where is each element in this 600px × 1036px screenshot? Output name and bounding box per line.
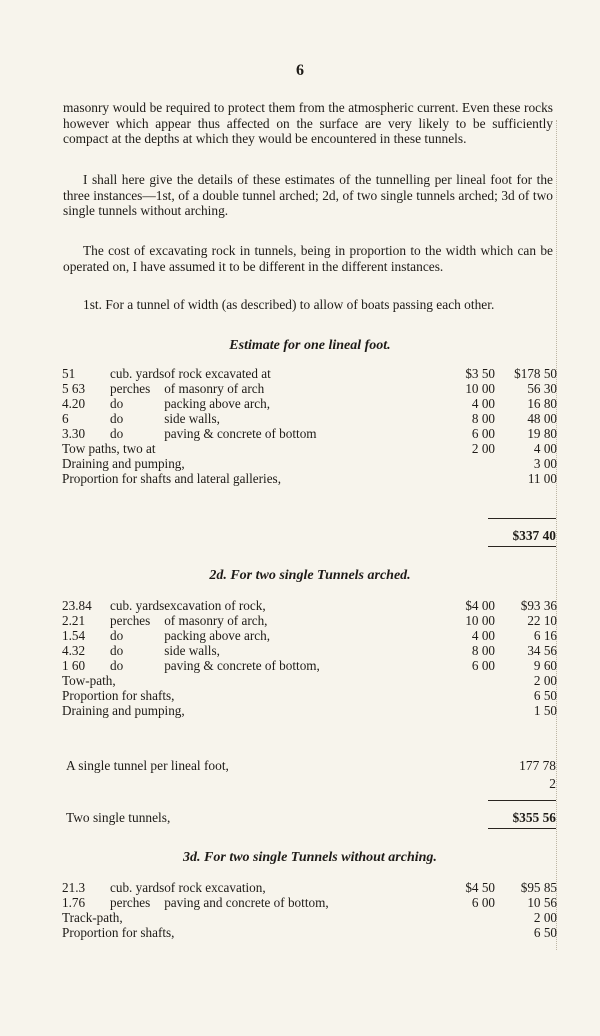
row-quantity: 4.32 <box>62 643 86 658</box>
row-description: packing above arch, <box>164 396 271 411</box>
row-description: Proportion for shafts, <box>62 688 175 703</box>
row-rate: 8 00 <box>471 411 495 426</box>
row-amount: $178 50 <box>514 366 557 381</box>
row-rate: $4 00 <box>465 598 495 613</box>
row-rate: 10 00 <box>465 613 495 628</box>
table-row <box>62 910 557 925</box>
table-row <box>62 658 557 673</box>
row-description: Proportion for shafts, <box>62 925 175 940</box>
row-rate <box>444 910 495 925</box>
table-row <box>62 456 557 471</box>
row-rate: 2 00 <box>471 441 495 456</box>
table-row <box>62 895 557 910</box>
row-amount: 3 00 <box>533 456 557 471</box>
row-quantity: 2.21 <box>62 613 86 628</box>
row-description: side walls, <box>164 411 220 426</box>
row-amount: 2 00 <box>533 910 557 925</box>
row-rate <box>442 703 495 718</box>
row-amount: 16 80 <box>527 396 557 411</box>
table-row <box>62 880 557 895</box>
section2-total-rule <box>488 800 556 801</box>
row-quantity: 1.54 <box>62 628 86 643</box>
row-quantity: 3.30 <box>62 426 86 441</box>
section3-heading: 3d. For two single Tunnels without arching. <box>183 850 437 865</box>
row-rate: 4 00 <box>471 628 495 643</box>
row-description: paving & concrete of bottom, <box>164 658 320 673</box>
row-rate <box>442 688 495 703</box>
section2-table <box>62 598 557 718</box>
row-description: side walls, <box>164 643 220 658</box>
row-unit: cub. yards <box>110 880 165 895</box>
row-unit: cub. yards <box>110 366 165 381</box>
row-quantity: 21.3 <box>62 880 86 895</box>
row-unit: do <box>110 396 124 411</box>
table-row <box>62 441 557 456</box>
row-rate: 10 00 <box>465 381 495 396</box>
table-row <box>62 613 557 628</box>
row-description: paving & concrete of bottom <box>164 426 317 441</box>
section2-total-underline <box>488 828 556 829</box>
row-quantity: 5 63 <box>62 381 86 396</box>
table-row <box>62 411 557 426</box>
row-amount: 19 80 <box>527 426 557 441</box>
paragraph-2: I shall here give the details of these estimates of the tunnelling per lineal foot for the three instances—1st, of a double tunnel arched; 2d, of two single tunnels arched; 3d of two single tunnels without arching. <box>63 172 553 219</box>
row-description: packing above arch, <box>164 628 271 643</box>
table-row <box>62 628 557 643</box>
row-rate: $3 50 <box>465 366 495 381</box>
single-tunnel-label: A single tunnel per lineal foot, <box>66 758 229 773</box>
table-row <box>62 673 557 688</box>
row-rate: 8 00 <box>471 643 495 658</box>
table-row <box>62 643 557 658</box>
row-description: of rock excavation, <box>164 880 266 895</box>
row-description: of rock excavated at <box>164 366 271 381</box>
row-description: of masonry of arch <box>164 381 265 396</box>
row-quantity: 51 <box>62 366 76 381</box>
row-description: Proportion for shafts and lateral galleries, <box>62 471 281 486</box>
table-row <box>62 396 557 411</box>
row-description: Tow paths, two at <box>62 441 156 456</box>
row-amount: 56 30 <box>527 381 557 396</box>
row-unit: perches <box>110 613 151 628</box>
row-description: Track-path, <box>62 910 123 925</box>
row-unit: do <box>110 411 124 426</box>
paragraph-3: The cost of excavating rock in tunnels, being in proportion to the width which can be operated on, I have assumed it to be different in the different instances. <box>63 243 553 274</box>
row-amount: 4 00 <box>533 441 557 456</box>
row-description: Tow-path, <box>62 673 116 688</box>
row-unit: cub. yards <box>110 598 165 613</box>
row-amount: 9 60 <box>533 658 557 673</box>
table-row <box>62 366 557 381</box>
table-row <box>62 426 557 441</box>
row-rate <box>442 673 495 688</box>
row-amount: 6 50 <box>533 688 557 703</box>
single-tunnel-amount: 177 78 <box>519 758 556 773</box>
row-rate: 6 00 <box>471 426 495 441</box>
row-unit: perches <box>110 895 151 910</box>
section2-heading: 2d. For two single Tunnels arched. <box>209 568 411 583</box>
row-amount: 1 50 <box>533 703 557 718</box>
row-quantity: 4.20 <box>62 396 86 411</box>
row-rate: 6 00 <box>471 895 495 910</box>
section3-rows <box>62 880 557 940</box>
row-unit: perches <box>110 381 151 396</box>
section1-total-underline <box>488 546 556 547</box>
paragraph-4: 1st. For a tunnel of width (as described) to allow of boats passing each other. <box>83 297 495 312</box>
row-amount: 22 10 <box>527 613 557 628</box>
table-row <box>62 598 557 613</box>
section2-rows <box>62 598 557 718</box>
row-quantity: 23.84 <box>62 598 92 613</box>
row-unit: do <box>110 628 124 643</box>
row-amount: 2 00 <box>533 673 557 688</box>
row-amount: 34 56 <box>527 643 557 658</box>
paragraph-1: masonry would be required to protect them from the atmospheric current. Even these rocks however which appear thus affected on the surface are very likely to be sufficiently compact at the depths at which they would be encountered in these tunnels. <box>63 100 553 147</box>
row-description: Draining and pumping, <box>62 456 185 471</box>
two-tunnels-label: Two single tunnels, <box>66 810 171 825</box>
row-description: excavation of rock, <box>164 598 266 613</box>
table-row <box>62 381 557 396</box>
row-amount: $95 85 <box>520 880 557 895</box>
row-amount: 11 00 <box>527 471 557 486</box>
row-amount: 48 00 <box>527 411 557 426</box>
row-rate: $4 50 <box>465 880 495 895</box>
row-rate <box>444 925 495 940</box>
row-rate <box>441 456 495 471</box>
row-quantity: 1 60 <box>62 658 86 673</box>
table-row <box>62 703 557 718</box>
section1-total-rule <box>488 518 556 519</box>
row-unit: do <box>110 426 124 441</box>
row-description: paving and concrete of bottom, <box>164 895 329 910</box>
row-description: Draining and pumping, <box>62 703 185 718</box>
section1-heading: Estimate for one lineal foot. <box>229 338 391 353</box>
row-rate <box>441 471 495 486</box>
section1-table <box>62 366 557 486</box>
row-amount: $93 36 <box>520 598 557 613</box>
multiplier: 2 <box>549 776 556 791</box>
section1-total: $337 40 <box>512 528 556 543</box>
row-amount: 6 16 <box>533 628 557 643</box>
row-description: of masonry of arch, <box>164 613 268 628</box>
row-amount: 6 50 <box>533 925 557 940</box>
table-row <box>62 925 557 940</box>
row-rate: 4 00 <box>471 396 495 411</box>
page-number: 6 <box>296 62 304 79</box>
table-row <box>62 471 557 486</box>
row-unit: do <box>110 658 124 673</box>
table-row <box>62 688 557 703</box>
row-unit: do <box>110 643 124 658</box>
two-tunnels-amount: $355 56 <box>512 810 556 825</box>
page-edge-mark <box>556 120 559 950</box>
row-quantity: 1.76 <box>62 895 86 910</box>
section1-rows <box>62 366 557 486</box>
section3-table <box>62 880 557 940</box>
row-rate: 6 00 <box>471 658 495 673</box>
row-amount: 10 56 <box>527 895 557 910</box>
row-quantity: 6 <box>62 411 69 426</box>
